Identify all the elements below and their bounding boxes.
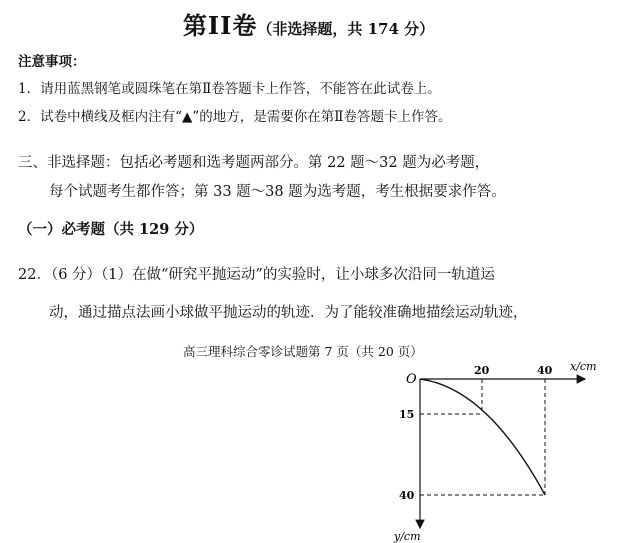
x-tick-40: 40 — [537, 364, 553, 377]
notice-heading: 注意事项： — [18, 54, 86, 70]
y-tick-40: 40 — [399, 489, 415, 502]
question22-line-1: 22．（6 分）（1）在做“研究平抛运动”的实验时，让小球多次沿同一轨道运 — [18, 267, 495, 283]
page-footer: 高三理科综合零诊试题第 7 页（共 20 页） — [183, 344, 423, 359]
section-title-main: 第II卷 — [182, 11, 258, 40]
part3-line-2: 每个试题考生都作答；第 33 题～38 题为选考题，考生根据要求作答。 — [49, 184, 506, 200]
section-title — [0, 6, 617, 41]
origin-label: O — [406, 372, 417, 387]
trajectory-graph — [375, 358, 617, 543]
x-tick-20: 20 — [474, 364, 490, 377]
x-axis-label: x/cm — [570, 360, 597, 373]
y-tick-15: 15 — [399, 408, 415, 421]
notice-item-1: 1．请用蓝黑钢笔或圆珠笔在第Ⅱ卷答题卡上作答，不能答在此试卷上。 — [18, 81, 441, 97]
y-axis-label: y/cm — [394, 530, 421, 543]
part3-line-1: 三、非选择题：包括必考题和选考题两部分。第 22 题～32 题为必考题， — [18, 155, 490, 171]
question22-line-2: 动，通过描点法画小球做平抛运动的轨迹．为了能较准确地描绘运动轨迹， — [49, 305, 528, 321]
notice-item-2: 2．试卷中横线及框内注有“▲”的地方，是需要你在第Ⅱ卷答题卡上作答。 — [18, 109, 452, 125]
subsection-heading: （一）必考题（共 129 分） — [18, 221, 204, 238]
section-title-sub: （非选择题，共 174 分） — [257, 20, 435, 38]
